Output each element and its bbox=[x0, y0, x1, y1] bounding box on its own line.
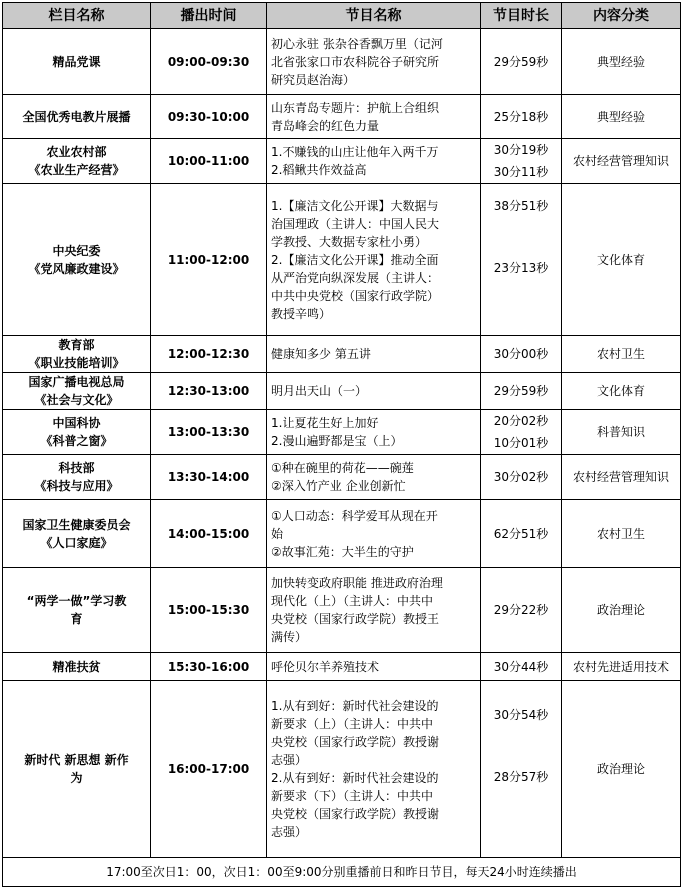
category-cell: 政治理论 bbox=[562, 681, 681, 858]
header-category: 内容分类 bbox=[562, 3, 681, 29]
duration-value: 25分18秒 bbox=[493, 109, 549, 124]
program-line: 新要求（上）（主讲人：中共中 bbox=[271, 717, 434, 731]
duration-value: 38分51秒 bbox=[493, 198, 549, 213]
program-line: 始 bbox=[271, 526, 284, 541]
duration-cell bbox=[481, 681, 562, 858]
air-time-cell: 11:00-12:00 bbox=[151, 184, 267, 336]
air-time-cell: 12:30-13:00 bbox=[151, 373, 267, 410]
program-line: 央党校（国家行政学院）教授谢 bbox=[271, 807, 440, 821]
table-row bbox=[3, 500, 681, 568]
program-name-cell bbox=[267, 336, 481, 373]
program-line: 治国理政（主讲人：中国人民大 bbox=[271, 216, 440, 231]
column-name-line: 精准扶贫 bbox=[52, 659, 101, 674]
header-row bbox=[3, 3, 681, 29]
category-cell: 农村经营管理知识 bbox=[562, 455, 681, 500]
column-name-line: 《人口家庭》 bbox=[40, 535, 113, 550]
duration-value: 10分01秒 bbox=[493, 436, 549, 450]
table-row bbox=[3, 568, 681, 653]
category-cell: 农村卫生 bbox=[562, 500, 681, 568]
column-name-cell bbox=[3, 184, 151, 336]
duration-value: 30分44秒 bbox=[493, 659, 549, 674]
column-name-line: 国家卫生健康委员会 bbox=[22, 517, 131, 532]
program-line: 现代化（上）（主讲人：中共中 bbox=[271, 594, 434, 608]
program-line: ②深入竹产业 企业创新忙 bbox=[271, 479, 406, 493]
duration-cell bbox=[481, 455, 562, 500]
duration-value: 23分13秒 bbox=[493, 260, 549, 275]
column-name-cell bbox=[3, 336, 151, 373]
duration-value: 20分02秒 bbox=[493, 414, 549, 428]
air-time-cell: 09:00-09:30 bbox=[151, 29, 267, 95]
duration-cell bbox=[481, 653, 562, 681]
column-name-line: 中国科协 bbox=[52, 416, 101, 430]
category-cell: 农村先进适用技术 bbox=[562, 653, 681, 681]
program-line: 从严治党向纵深发展（主讲人： bbox=[271, 270, 440, 285]
program-line: 2.【廉洁文化公开课】推动全面 bbox=[271, 252, 439, 267]
column-name-cell bbox=[3, 568, 151, 653]
column-name-cell bbox=[3, 500, 151, 568]
duration-value: 28分57秒 bbox=[493, 770, 549, 784]
program-line: 明月出天山（一） bbox=[271, 384, 368, 398]
column-name-cell bbox=[3, 373, 151, 410]
program-line: 研究员赵治海） bbox=[271, 72, 356, 87]
duration-value: 29分59秒 bbox=[493, 54, 549, 69]
duration-cell bbox=[481, 29, 562, 95]
duration-cell bbox=[481, 568, 562, 653]
header-program: 节目名称 bbox=[267, 3, 481, 29]
program-name-cell bbox=[267, 373, 481, 410]
program-line: 志强） bbox=[271, 753, 308, 767]
column-name-cell bbox=[3, 410, 151, 455]
column-name-line: 全国优秀电教片展播 bbox=[22, 109, 131, 124]
program-line: 中共中央党校（国家行政学院） bbox=[271, 288, 440, 303]
column-name-line: 科技部 bbox=[58, 461, 95, 475]
program-line: 教授辛鸣） bbox=[271, 306, 332, 321]
column-name-line: “两学一做”学习教 bbox=[26, 594, 127, 608]
program-line: 初心永驻 张杂谷香飘万里（记河 bbox=[271, 36, 443, 51]
footer-note: 17:00至次日1：00，次日1：00至9:00分别重播前日和昨日节目，每天24小时连续播出 bbox=[3, 858, 681, 887]
header-duration: 节目时长 bbox=[481, 3, 562, 29]
duration-value: 62分51秒 bbox=[493, 526, 549, 541]
program-name-cell bbox=[267, 139, 481, 184]
program-line: 加快转变政府职能 推进政府治理 bbox=[271, 576, 443, 590]
table-row bbox=[3, 653, 681, 681]
program-line: 2.漫山遍野都是宝（上） bbox=[271, 434, 403, 448]
program-line: 志强） bbox=[271, 825, 308, 839]
duration-cell bbox=[481, 410, 562, 455]
column-name-cell bbox=[3, 29, 151, 95]
air-time-cell: 13:00-13:30 bbox=[151, 410, 267, 455]
program-name-cell bbox=[267, 653, 481, 681]
category-cell: 文化体育 bbox=[562, 184, 681, 336]
category-cell: 典型经验 bbox=[562, 95, 681, 139]
column-name-cell bbox=[3, 455, 151, 500]
program-line: ①种在碗里的荷花——碗莲 bbox=[271, 461, 414, 475]
column-name-line: 育 bbox=[70, 612, 83, 626]
program-name-cell bbox=[267, 95, 481, 139]
air-time-cell: 10:00-11:00 bbox=[151, 139, 267, 184]
program-line: 2.从有到好：新时代社会建设的 bbox=[271, 771, 439, 785]
duration-value: 30分19秒 bbox=[493, 143, 549, 157]
program-line: ②故事汇苑：大半生的守护 bbox=[271, 544, 414, 559]
program-line: 央党校（国家行政学院）教授谢 bbox=[271, 735, 440, 749]
air-time-cell: 09:30-10:00 bbox=[151, 95, 267, 139]
program-line: 青岛峰会的红色力量 bbox=[271, 118, 380, 133]
duration-value: 30分11秒 bbox=[493, 165, 549, 179]
column-name-line: 《农业生产经营》 bbox=[28, 163, 125, 177]
column-name-cell bbox=[3, 95, 151, 139]
program-line: 新要求（下）（主讲人：中共中 bbox=[271, 789, 434, 803]
table-row bbox=[3, 410, 681, 455]
category-cell: 农村卫生 bbox=[562, 336, 681, 373]
table-row bbox=[3, 95, 681, 139]
duration-cell bbox=[481, 184, 562, 336]
table-row bbox=[3, 455, 681, 500]
table-row bbox=[3, 29, 681, 95]
column-name-line: 《职业技能培训》 bbox=[28, 356, 125, 370]
column-name-line: 《科普之窗》 bbox=[40, 434, 113, 448]
table-row bbox=[3, 336, 681, 373]
column-name-line: 中央纪委 bbox=[52, 243, 101, 258]
column-name-line: 新时代 新思想 新作 bbox=[24, 753, 129, 767]
category-cell: 典型经验 bbox=[562, 29, 681, 95]
duration-cell bbox=[481, 373, 562, 410]
column-name-line: 国家广播电视总局 bbox=[28, 375, 125, 389]
duration-value: 30分54秒 bbox=[493, 708, 549, 722]
column-name-line: 为 bbox=[70, 771, 83, 785]
program-line: 学教授、大数据专家杜小勇） bbox=[271, 234, 428, 249]
column-name-line: 《科技与应用》 bbox=[34, 479, 119, 493]
column-name-line: 《社会与文化》 bbox=[34, 393, 119, 407]
column-name-cell bbox=[3, 139, 151, 184]
duration-cell bbox=[481, 336, 562, 373]
program-line: 1.不赚钱的山庄让他年入两千万 bbox=[271, 145, 439, 159]
air-time-cell: 12:00-12:30 bbox=[151, 336, 267, 373]
program-line: 呼伦贝尔羊养殖技术 bbox=[271, 659, 380, 674]
program-line: 1.【廉洁文化公开课】大数据与 bbox=[271, 198, 439, 213]
program-line: 满传） bbox=[271, 630, 308, 644]
program-name-cell bbox=[267, 184, 481, 336]
program-line: 健康知多少 第五讲 bbox=[271, 347, 371, 361]
program-line: 央党校（国家行政学院）教授王 bbox=[271, 612, 440, 626]
air-time-cell: 15:00-15:30 bbox=[151, 568, 267, 653]
program-line: 山东青岛专题片：护航上合组织 bbox=[271, 100, 440, 115]
air-time-cell: 16:00-17:00 bbox=[151, 681, 267, 858]
column-name-line: 精品党课 bbox=[52, 54, 101, 69]
program-name-cell bbox=[267, 500, 481, 568]
schedule-table bbox=[2, 2, 681, 887]
table-row bbox=[3, 184, 681, 336]
table-row bbox=[3, 373, 681, 410]
duration-value: 29分22秒 bbox=[493, 603, 549, 617]
column-name-cell bbox=[3, 653, 151, 681]
program-line: 2.稻鳅共作效益高 bbox=[271, 163, 367, 177]
program-name-cell bbox=[267, 410, 481, 455]
category-cell: 农村经营管理知识 bbox=[562, 139, 681, 184]
table-row bbox=[3, 681, 681, 858]
air-time-cell: 15:30-16:00 bbox=[151, 653, 267, 681]
duration-value: 30分00秒 bbox=[493, 347, 549, 361]
table-row bbox=[3, 139, 681, 184]
program-line: 1.从有到好：新时代社会建设的 bbox=[271, 699, 439, 713]
category-cell: 科普知识 bbox=[562, 410, 681, 455]
program-line: ①人口动态：科学爱耳从现在开 bbox=[271, 508, 438, 523]
duration-cell bbox=[481, 500, 562, 568]
column-name-line: 《党风廉政建设》 bbox=[28, 261, 125, 276]
footer-row bbox=[3, 858, 681, 887]
column-name-line: 教育部 bbox=[58, 338, 95, 352]
program-name-cell bbox=[267, 568, 481, 653]
header-name: 栏目名称 bbox=[3, 3, 151, 29]
air-time-cell: 14:00-15:00 bbox=[151, 500, 267, 568]
category-cell: 政治理论 bbox=[562, 568, 681, 653]
program-line: 1.让夏花生好上加好 bbox=[271, 416, 379, 430]
duration-cell bbox=[481, 95, 562, 139]
column-name-line: 农业农村部 bbox=[46, 145, 107, 159]
program-name-cell bbox=[267, 681, 481, 858]
column-name-cell bbox=[3, 681, 151, 858]
duration-value: 29分59秒 bbox=[493, 384, 549, 398]
duration-value: 30分02秒 bbox=[493, 470, 549, 484]
air-time-cell: 13:30-14:00 bbox=[151, 455, 267, 500]
program-name-cell bbox=[267, 455, 481, 500]
duration-cell bbox=[481, 139, 562, 184]
program-line: 北省张家口市农科院谷子研究所 bbox=[271, 54, 440, 69]
program-name-cell bbox=[267, 29, 481, 95]
category-cell: 文化体育 bbox=[562, 373, 681, 410]
header-time: 播出时间 bbox=[151, 3, 267, 29]
